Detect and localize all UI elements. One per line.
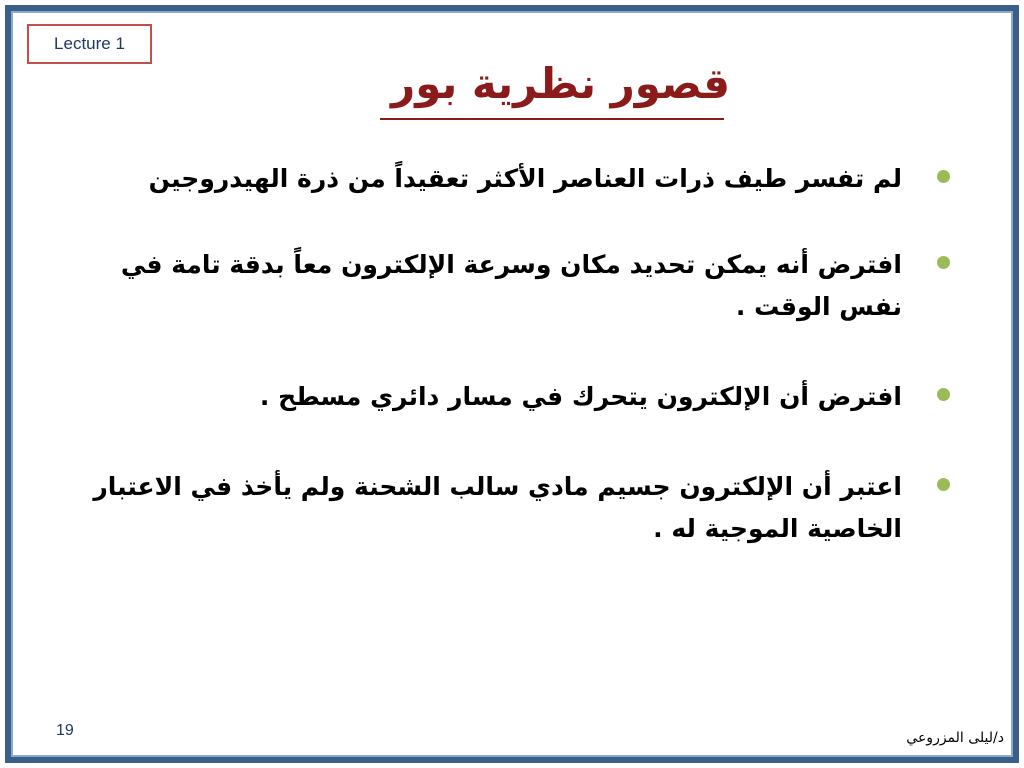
list-item xyxy=(80,158,960,200)
slide-title: قصور نظرية بور xyxy=(391,59,730,108)
bullet-list xyxy=(80,150,960,550)
list-item-text: افترض أنه يمكن تحديد مكان وسرعة الإلكترون معاً بدقة تامة في نفس الوقت . xyxy=(120,250,902,321)
list-item-text: اعتبر أن الإلكترون جسيم مادي سالب الشحنة ولم يأخذ في الاعتبار الخاصية الموجية له . xyxy=(93,472,902,543)
bullet-dot-icon xyxy=(937,256,950,269)
page-number: 19 xyxy=(56,722,74,739)
lecture-badge: Lecture 1 xyxy=(27,24,152,64)
bullet-dot-icon xyxy=(937,170,950,183)
bullet-dot-icon xyxy=(937,388,950,401)
list-item xyxy=(80,376,960,418)
list-item-text: افترض أن الإلكترون يتحرك في مسار دائري مسطح . xyxy=(259,382,902,411)
list-item-text: لم تفسر طيف ذرات العناصر الأكثر تعقيداً من ذرة الهيدروجين xyxy=(148,164,902,193)
bullet-dot-icon xyxy=(937,478,950,491)
author-name: د/ليلى المزروعي xyxy=(906,730,1004,746)
title-underline xyxy=(380,118,724,120)
list-item xyxy=(80,244,960,328)
list-item xyxy=(80,466,960,550)
